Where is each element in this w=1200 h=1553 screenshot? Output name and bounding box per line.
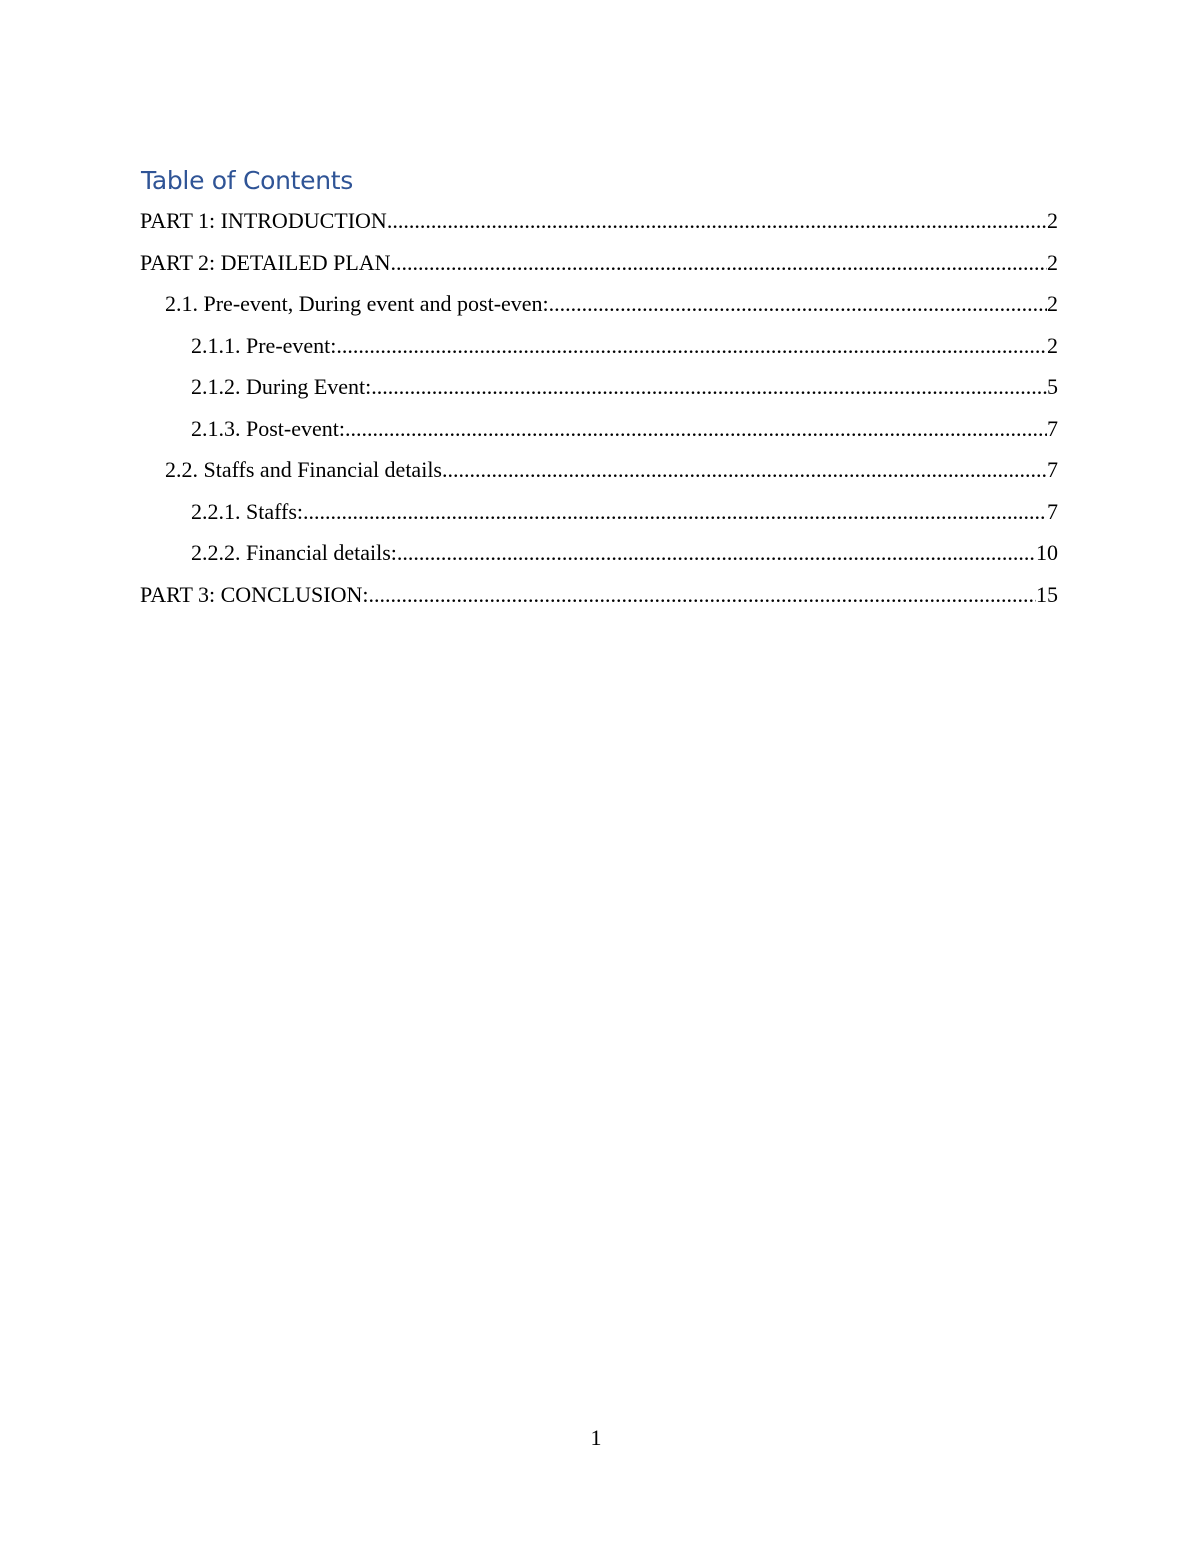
toc-entry-page: 5	[1047, 374, 1058, 399]
toc-dot-leader	[549, 283, 1047, 325]
toc-entry-title: 2.2.1. Staffs:	[191, 498, 304, 524]
toc-entry-title: 2.1.1. Pre-event:	[191, 332, 337, 358]
toc-entry-2-1-1[interactable]	[140, 325, 1058, 367]
toc-entry-2-1-3[interactable]	[140, 408, 1058, 450]
toc-entry-title: 2.2. Staffs and Financial details	[165, 457, 442, 482]
toc-entry-page: 2	[1047, 291, 1058, 316]
toc-dot-leader	[371, 366, 1047, 408]
toc-entry-title: PART 3: CONCLUSION:	[140, 581, 369, 607]
toc-entry-page: 15	[1036, 581, 1058, 607]
toc-dot-leader	[303, 491, 1047, 533]
toc-entry-page: 2	[1047, 332, 1058, 358]
toc-entry-part-3[interactable]	[140, 574, 1058, 616]
toc-entry-page: 2	[1047, 249, 1058, 275]
toc-dot-leader	[345, 408, 1047, 450]
toc-dot-leader	[391, 242, 1047, 284]
toc-entry-2-1[interactable]	[140, 283, 1058, 325]
page-number: 1	[590, 1425, 602, 1450]
toc-entry-part-2[interactable]	[140, 242, 1058, 284]
toc-heading: Table of Contents	[141, 166, 353, 195]
toc-entry-page: 10	[1036, 540, 1058, 565]
toc-entry-2-2-1[interactable]	[140, 491, 1058, 533]
toc-dot-leader	[397, 532, 1036, 574]
toc-entry-page: 2	[1047, 208, 1058, 233]
toc-dot-leader	[387, 200, 1047, 242]
toc-entry-title: PART 1: INTRODUCTION	[140, 208, 387, 233]
toc-dot-leader	[369, 574, 1036, 616]
toc-entry-2-2-2[interactable]	[140, 532, 1058, 574]
toc-entry-title: PART 2: DETAILED PLAN	[140, 249, 391, 275]
toc-dot-leader	[442, 449, 1047, 491]
toc-entry-part-1[interactable]	[140, 200, 1058, 242]
toc-entry-page: 7	[1047, 415, 1058, 441]
toc-entry-page: 7	[1047, 457, 1058, 482]
toc-entry-title: 2.1. Pre-event, During event and post-even:	[165, 291, 549, 316]
toc-dot-leader	[336, 325, 1047, 367]
toc-entry-title: 2.2.2. Financial details:	[191, 540, 397, 565]
toc-entry-2-2[interactable]	[140, 449, 1058, 491]
toc-entry-2-1-2[interactable]	[140, 366, 1058, 408]
toc-list	[140, 200, 1058, 615]
toc-entry-title: 2.1.3. Post-event:	[191, 415, 345, 441]
toc-entry-page: 7	[1047, 498, 1058, 524]
toc-entry-title: 2.1.2. During Event:	[191, 374, 372, 399]
